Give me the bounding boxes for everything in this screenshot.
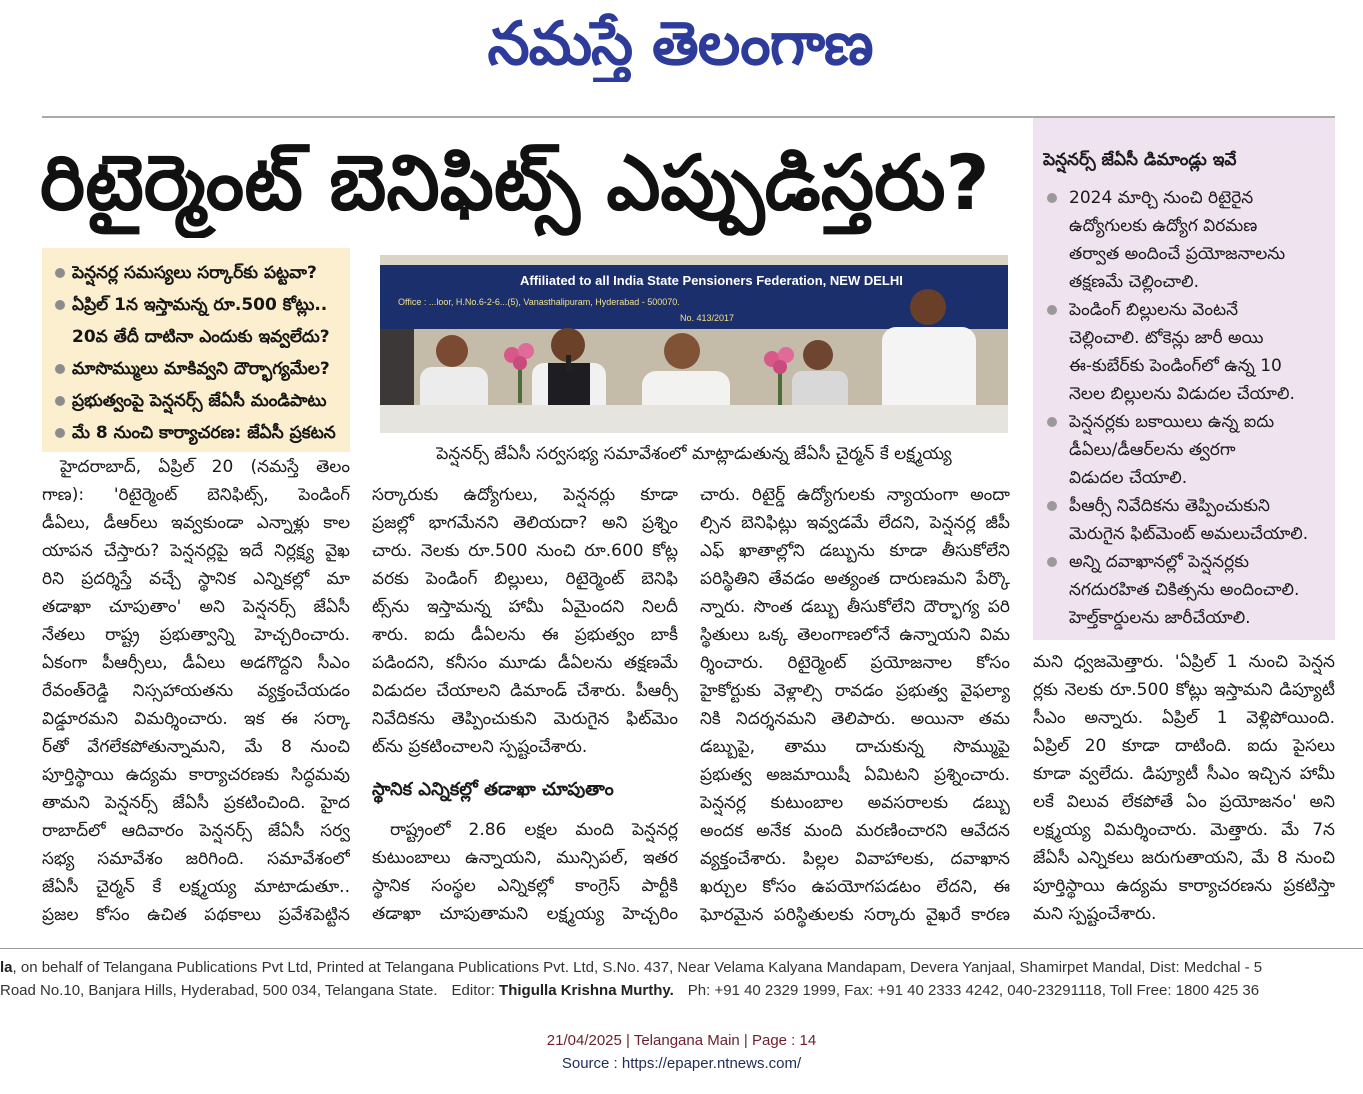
text-line: హైదరాబాద్, ఏప్రిల్ 20 (నమస్తే తెలం <box>60 457 350 477</box>
article-subheading: స్థానిక ఎన్నికల్లో తడాఖా చూపుతాం <box>372 779 614 800</box>
text-line: వ్యక్తంచేశారు. పిల్లల వివాహాలకు, దవాఖాన <box>700 849 1010 869</box>
text-line: ర్లకు నెలకు రూ.500 కోట్లు ఇస్తామని డిప్యూటీ <box>1033 680 1335 700</box>
demand-item <box>1043 492 1327 548</box>
imprint-editor-label: Editor: <box>451 982 495 999</box>
text-line: పరిస్థితిని తేవడం అత్యంత దారుణమని పేర్కొ <box>700 569 1010 589</box>
text-line: స్థానిక సంస్థల ఎన్నికల్లో కాంగ్రెస్ పార్టీకి <box>372 876 678 896</box>
highlight-line: మాసొమ్ములు మాకివ్వని దౌర్భాగ్యమేల? <box>72 359 330 379</box>
demand-line: పీఆర్సీ నివేదికను తెప్పించుకుని <box>1069 496 1270 516</box>
text-line: ప్రభుత్వ అజమాయిషీ ఏమిటని ప్రశ్నించారు. <box>700 765 1010 785</box>
highlight-item <box>54 385 344 417</box>
demand-line: పెన్షనర్లకు బకాయిలు ఉన్న ఐదు <box>1069 412 1275 432</box>
text-line: ర్శించారు. రిటైర్మెంట్ ప్రయోజనాల కోసం <box>700 653 1010 673</box>
text-line: తడాఖా చూపుతామని లక్ష్మయ్య హెచ్చరిం <box>372 904 678 924</box>
text-line: రాబాద్‌లో ఆదివారం పెన్షనర్స్ జేఏసీ సర్వ <box>42 821 350 841</box>
demand-line: మెరుగైన ఫిట్‌మెంట్ అమలుచేయాలి. <box>1069 524 1309 544</box>
highlight-item <box>54 257 344 289</box>
text-line: నికి నిదర్శనమని తెలిపారు. అయినా తమ <box>700 709 1010 729</box>
highlight-line: మే 8 నుంచి కార్యాచరణ: జేఏసీ ప్రకటన <box>72 423 336 443</box>
highlight-item <box>54 417 344 449</box>
photo-table <box>380 405 1008 433</box>
bullet-icon <box>1047 557 1057 567</box>
text-line: చారు. రిటైర్డ్ ఉద్యోగులకు న్యాయంగా అందా <box>700 485 1010 505</box>
banner-office-text: Office : ...loor, H.No.6-2-6...(5), Vanasthalipuram, Hyderabad - 500070. <box>398 297 680 307</box>
text-line: అందక అనేక మంది మరణించారని ఆవేదన <box>700 821 1010 841</box>
demand-line: డీఏలు/డీఆర్‌లను త్వరగా <box>1069 440 1236 460</box>
text-line: తడాఖా చూపుతాం' అని పెన్షనర్స్ జేఏసీ <box>42 597 350 617</box>
demand-line: పెండింగ్ బిల్లులను వెంటనే <box>1069 300 1239 320</box>
imprint-lead: la <box>0 959 13 976</box>
text-line: పూర్తిస్థాయి ఉద్యమ కార్యాచరణను ప్రకటిస్తా <box>1033 876 1335 896</box>
bullet-icon <box>55 396 65 406</box>
bullet-icon <box>55 364 65 374</box>
highlight-item <box>54 289 344 353</box>
article-headline: రిటైర్మెంట్ బెనిఫిట్స్ ఎప్పుడిస్తరు? <box>40 138 990 227</box>
text-line: విడ్డూరమని విమర్శించారు. ఇక ఈ సర్కా <box>42 709 350 729</box>
text-line: ర్‌తో వేగలేకపోతున్నామని, మే 8 నుంచి <box>42 737 350 757</box>
text-line: రేవంత్‌రెడ్డి నిస్సహాయతను వ్యక్తంచేయడం <box>42 681 350 701</box>
text-line: స్థితులు ఒక్క తెలంగాణలోనే ఉన్నాయని విమ <box>700 625 1010 645</box>
bullet-icon <box>1047 305 1057 315</box>
article-column-3 <box>700 481 1010 929</box>
imprint-publisher: , on behalf of Telangana Publications Pvt Ltd, Printed at Telangana Publications Pvt. Ltd, S.No. 437, Near Velama Kalyana Mandapam, Devera Yanjaal, Shamirpet Mandal, Dist: Medchal - 5 <box>12 959 1263 976</box>
sidebar-title: పెన్షనర్స్ జేఏసీ డిమాండ్లు ఇవే <box>1043 150 1237 170</box>
photo-caption: పెన్షనర్స్ జేఏసీ సర్వసభ్య సమావేశంలో మాట్లాడుతున్న జేఏసీ చైర్మన్ కే లక్ష్మయ్య <box>436 444 952 464</box>
bullet-icon <box>55 428 65 438</box>
text-line: ల్సిన బెనిఫిట్లు ఇవ్వడమే లేదని, పెన్షనర్ల జీపీ <box>700 513 1010 533</box>
bullet-icon <box>1047 417 1057 427</box>
text-line: లకే విలువ లేకపోతే ఏం ప్రయోజనం' అని <box>1033 792 1335 812</box>
text-line: ఖర్చుల కోసం ఉపయోగపడటం లేదని, ఈ <box>700 877 1010 897</box>
article-column-4 <box>1033 648 1335 928</box>
bullet-icon <box>1047 193 1057 203</box>
demand-line: 2024 మార్చి నుంచి రిటైరైన <box>1069 188 1254 208</box>
text-line: సీఎం అన్నారు. ఏప్రిల్ 1 వెళ్లిపోయింది. <box>1033 708 1335 728</box>
edition-info: 21/04/2025 | Telangana Main | Page : 14 <box>546 1032 817 1049</box>
meeting-photo <box>380 255 1008 433</box>
demand-item <box>1043 408 1327 492</box>
bullet-icon <box>55 268 65 278</box>
demand-line: ఉద్యోగులకు ఉద్యోగ విరమణ <box>1069 216 1258 236</box>
imprint-line-1 <box>0 957 1363 979</box>
demand-line: అన్ని దవాఖానల్లో పెన్షనర్లకు <box>1069 552 1249 572</box>
text-line: కూడా వ్వలేదు. డిప్యూటీ సీఎం ఇచ్చిన హామీ <box>1033 764 1335 784</box>
meeting-photo-illustration <box>380 255 1008 433</box>
text-line: వరకు పెండింగ్ బిల్లులు, రిటైర్మెంట్ బెనిఫి <box>372 569 678 589</box>
text-line: ఎఫ్ ఖాతాల్లోని డబ్బును కూడా తీసుకోలేని <box>700 541 1010 561</box>
demand-item <box>1043 548 1327 632</box>
article-column-1 <box>42 453 350 929</box>
highlight-item <box>54 353 344 385</box>
microphone-icon <box>566 355 571 371</box>
text-line: లక్ష్మయ్య విమర్శించారు. మెత్తారు. మే 7న <box>1033 820 1335 840</box>
text-line: డీఏలు, డీఆర్‌లు ఇవ్వకుండా ఎన్నాళ్లు కాల <box>42 513 350 533</box>
text-line: ట్స్‌ను ఇస్తామన్న హామీ ఏమైందని నిలదీ <box>372 597 678 617</box>
text-line: ట్‌ను ప్రకటించాలని స్పష్టంచేశారు. <box>372 737 588 757</box>
text-line: గాణ): 'రిటైర్మెంట్ బెనిఫిట్స్, పెండింగ్ <box>42 485 350 505</box>
text-line: విడుదల చేయాలని డిమాండ్ చేశారు. పీఆర్సీ <box>372 681 678 701</box>
text-line: డబ్బుపై, తాము దాచుకున్న సొమ్ముపై <box>700 737 1010 757</box>
text-line: నివేదికను తెప్పించుకుని మెరుగైన ఫిట్‌మెం <box>372 709 678 729</box>
banner-registration-text: No. 413/2017 <box>680 313 735 323</box>
text-line: ఏప్రిల్ 20 కూడా దాటింది. ఐదు పైసలు <box>1033 736 1335 756</box>
imprint-contact: Ph: +91 40 2329 1999, Fax: +91 40 2333 4242, 040-23291118, Toll Free: 1800 425 36 <box>687 982 1260 999</box>
highlights-box <box>42 248 350 452</box>
text-line: సభ్య సమావేశం జరిగింది. సమావేశంలో <box>42 849 350 869</box>
demand-line: విడుదల చేయాలి. <box>1069 468 1188 488</box>
text-line: ప్రజల కోసం ఉచిత పథకాలు ప్రవేశపెట్టిన <box>42 905 350 925</box>
footer-divider <box>0 948 1363 949</box>
bullet-icon <box>55 300 65 310</box>
photo-banner-top <box>380 255 1008 265</box>
demand-line: నగదురహిత చికిత్సను అందించాలి. <box>1069 580 1300 600</box>
text-line: ప్రజల్లో భాగమేనని తెలియదా? అని ప్రశ్నిం <box>372 513 678 533</box>
text-line: సర్కారుకు ఉద్యోగులు, పెన్షనర్లు కూడా <box>372 485 678 505</box>
text-line: చారు. నెలకు రూ.500 నుంచి రూ.600 కోట్ల <box>372 541 678 561</box>
text-line: న్నారు. సొంత డబ్బు తీసుకోలేని దౌర్భాగ్య పరి <box>700 597 1010 617</box>
highlight-line: 20వ తేదీ దాటినా ఎందుకు ఇవ్వలేదు? <box>72 327 330 347</box>
demand-line: చెల్లించాలి. టోకెన్లు జారీ అయి <box>1069 328 1264 348</box>
text-line: పడిందని, కనీసం మూడు డీఏలను తక్షణమే <box>372 653 678 673</box>
text-line: పూర్తిస్థాయి ఉద్యమ కార్యాచరణకు సిద్ధమవు <box>42 765 350 785</box>
text-line: నేతలు రాష్ట్ర ప్రభుత్వాన్ని హెచ్చరించారు. <box>42 625 350 645</box>
demand-item <box>1043 184 1327 296</box>
text-line: రిని ప్రదర్శిస్తే వచ్చే స్థానిక ఎన్నికల్లో మా <box>42 569 350 589</box>
demand-line: హెల్త్‌కార్డులను జారీచేయాలి. <box>1069 608 1251 628</box>
banner-affiliation-text: Affiliated to all India State Pensioners Federation, NEW DELHI <box>520 273 903 288</box>
text-line: ఏకంగా పీఆర్సీలు, డీఏలు అడగొద్దని సీఎం <box>42 653 350 673</box>
text-line: తామని పెన్షనర్స్ జేఏసీ ప్రకటించింది. హైద <box>42 793 350 813</box>
text-line: జేఏసీ చైర్మన్ కే లక్ష్మయ్య మాటాడుతూ.. <box>42 877 350 897</box>
newspaper-masthead: నమస్తే తెలంగాణ <box>487 9 873 79</box>
text-line: మని ధ్వజమెత్తారు. 'ఏప్రిల్ 1 నుంచి పెన్షన <box>1033 652 1335 672</box>
bullet-icon <box>1047 501 1057 511</box>
source-info: Source : https://epaper.ntnews.com/ <box>561 1055 802 1072</box>
imprint-editor-name: Thigulla Krishna Murthy. <box>499 982 674 999</box>
text-line: కుటుంబాలు ఉన్నాయని, మున్సిపల్, ఇతర <box>372 848 678 868</box>
text-line: యాపన చేస్తారు? పెన్షనర్లపై ఇదే నిర్లక్ష్య వైఖ <box>42 541 350 561</box>
text-line: రాష్ట్రంలో 2.86 లక్షల మంది పెన్షనర్ల <box>390 820 678 840</box>
imprint-line-2 <box>0 980 1363 1002</box>
demand-line: నెలల బిల్లులను విడుదల చేయాలి. <box>1069 384 1295 404</box>
demand-line: తర్వాత అందించే ప్రయోజనాలను <box>1069 244 1286 264</box>
text-line: మని స్పష్టంచేశారు. <box>1033 904 1157 924</box>
highlight-line: ఏప్రిల్ 1న ఇస్తామన్న రూ.500 కోట్లు.. <box>72 295 328 315</box>
text-line: హైకోర్టుకు వెళ్లాల్సి రావడం ప్రభుత్వ వైఫల్యా <box>700 681 1010 701</box>
imprint-address: Road No.10, Banjara Hills, Hyderabad, 500 034, Telangana State. <box>0 982 438 999</box>
text-line: పెన్షనర్ల కుటుంబాల అవసరాలకు డబ్బు <box>700 793 1010 813</box>
text-line: శారు. ఐదు డీఏలను ఈ ప్రభుత్వం బాకీ <box>372 625 678 645</box>
text-line: ఘోరమైన పరిస్థితులకు సర్కారు వైఖరే కారణ <box>700 905 1010 925</box>
demand-line: తక్షణమే చెల్లించాలి. <box>1069 272 1200 292</box>
demand-item <box>1043 296 1327 408</box>
text-line: జేఏసీ ఎన్నికలు జరుగుతాయని, మే 8 నుంచి <box>1033 848 1335 868</box>
demand-line: ఈ-కుబేర్‌కు పెండింగ్‌లో ఉన్న 10 <box>1069 356 1282 376</box>
highlight-line: ప్రభుత్వంపై పెన్షనర్స్ జేఏసీ మండిపాటు <box>72 391 327 411</box>
highlight-line: పెన్షనర్ల సమస్యలు సర్కార్‌కు పట్టవా? <box>72 263 317 283</box>
article-column-2 <box>372 481 678 928</box>
demands-sidebar <box>1033 118 1335 640</box>
